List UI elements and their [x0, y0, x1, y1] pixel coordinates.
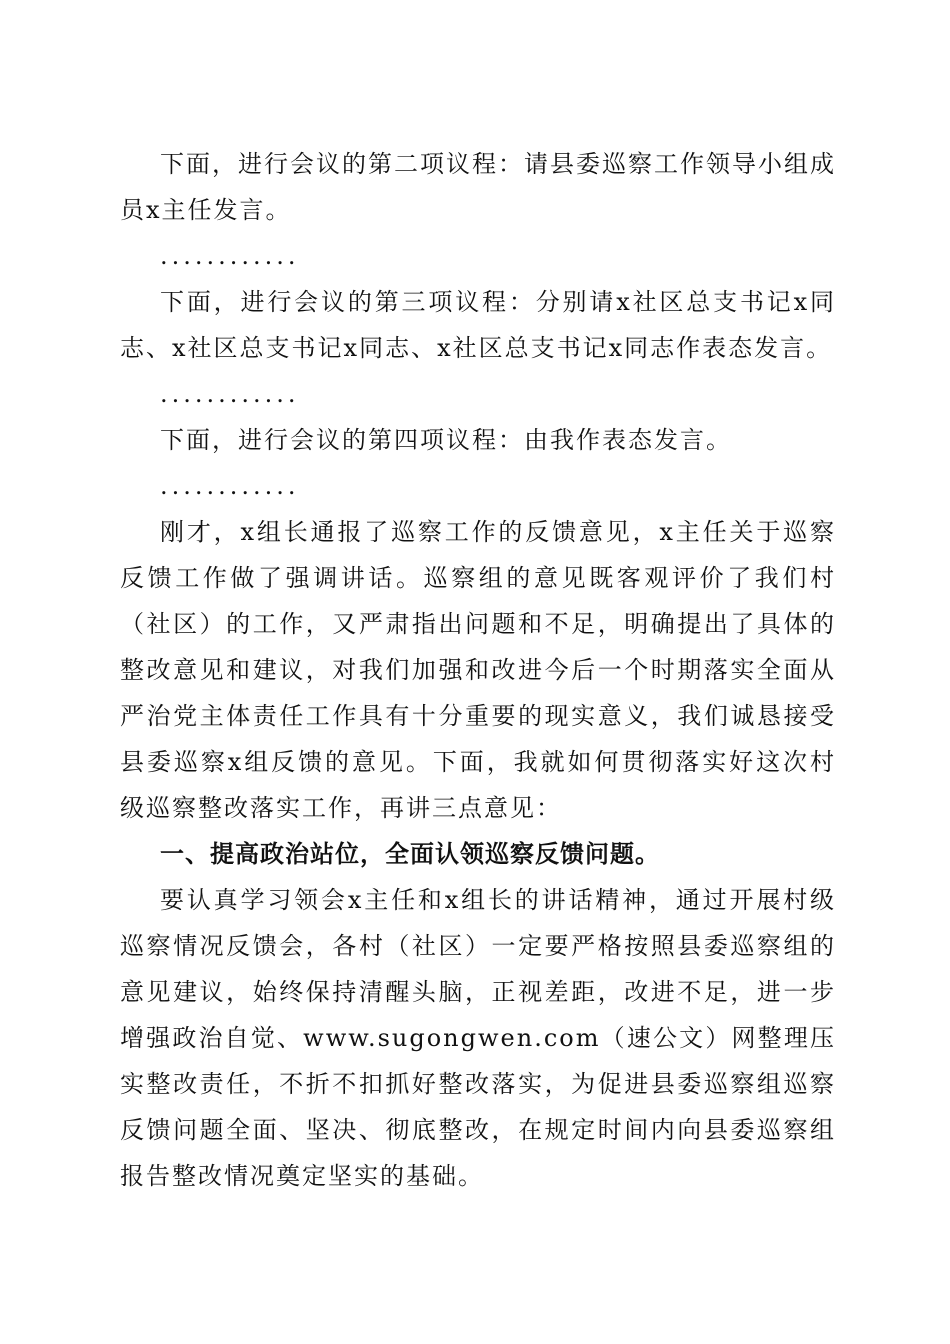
document-body	[120, 141, 836, 1199]
paragraph-agenda-item-four: 下面，进行会议的第四项议程：由我作表态发言。	[160, 426, 732, 454]
section-heading-one: 一、提高政治站位，全面认领巡察反馈问题。	[160, 840, 660, 868]
paragraph-agenda-item-two: 下面，进行会议的第二项议程：请县委巡察工作领导小组成员x主任发言。	[120, 150, 836, 224]
ellipsis-separator: ............	[160, 380, 300, 408]
paragraph-section-one-body: 要认真学习领会x主任和x组长的讲话精神，通过开展村级巡察情况反馈会，各村（社区）一定要严格按照县委巡察组的意见建议，始终保持清醒头脑，正视差距，改进不足，进一步增强政治自觉、www.sugongwen.com（速公文）网整理压实整改责任，不折不扣抓好整改落实，为促进县委巡察组巡察反馈问题全面、坚决、彻底整改，在规定时间内向县委巡察组报告整改情况奠定坚实的基础。	[120, 886, 836, 1190]
paragraph-summary: 刚才，x组长通报了巡察工作的反馈意见，x主任关于巡察反馈工作做了强调讲话。巡察组的意见既客观评价了我们村（社区）的工作，又严肃指出问题和不足，明确提出了具体的整改意见和建议，对我们加强和改进今后一个时期落实全面从严治党主体责任工作具有十分重要的现实意义，我们诚恳接受县委巡察x组反馈的意见。下面，我就如何贯彻落实好这次村级巡察整改落实工作，再讲三点意见：	[120, 518, 836, 822]
ellipsis-separator: ............	[160, 472, 300, 500]
paragraph-agenda-item-three: 下面，进行会议的第三项议程：分别请x社区总支书记x同志、x社区总支书记x同志、x社区总支书记x同志作表态发言。	[120, 288, 836, 362]
ellipsis-separator: ............	[160, 242, 300, 270]
